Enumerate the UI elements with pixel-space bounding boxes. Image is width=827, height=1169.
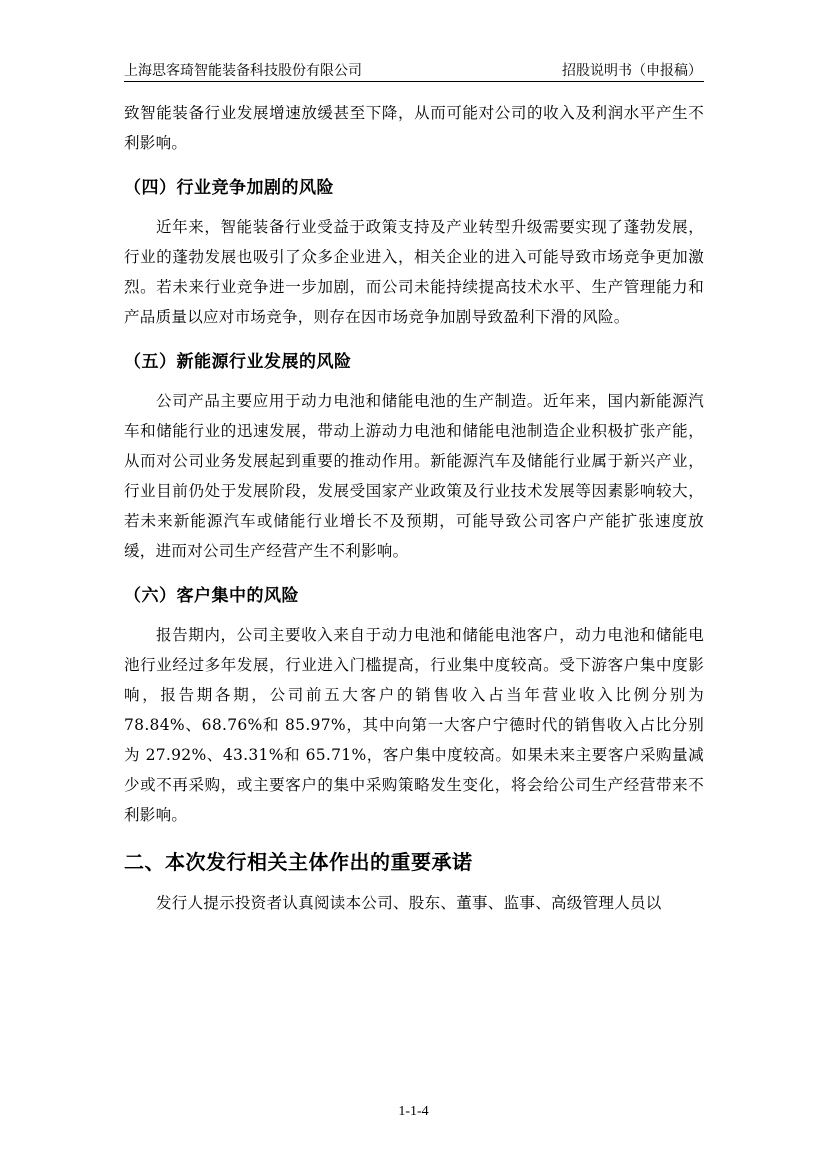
page-number: 1-1-4	[398, 1104, 429, 1119]
chapter-heading-commitments: 二、本次发行相关主体作出的重要承诺	[124, 850, 473, 874]
header-divider	[124, 81, 704, 82]
paragraph-new-energy-risk: 公司产品主要应用于动力电池和储能电池的生产制造。近年来，国内新能源汽车和储能行业的迅速发展，带动上游动力电池和储能电池制造企业积极扩张产能，从而对公司业务发展起到重要的推动作用。新能源汽车及储能行业属于新兴产业，行业目前仍处于发展阶段，发展受国家产业政策及行业技术发展等因素影响较大，若未来新能源汽车或储能行业增长不及预期，可能导致公司客户产能扩张速度放缓，进而对公司生产经营产生不利影响。	[124, 392, 704, 560]
paragraph-customer-concentration-risk: 报告期内，公司主要收入来自于动力电池和储能电池客户，动力电池和储能电池行业经过多年发展，行业进入门槛提高，行业集中度较高。受下游客户集中度影响，报告期各期，公司前五大客户的销售收入占当年营业收入比例分别为 78.84%、68.76%和 85.97%，其中向第一大客户宁德时代的销售收入占比分别为 27.92%、43.31%和 65.71%，客户集中度较高。如果未来主要客户采购量减少或不再采购，或主要客户的集中采购策略发生变化，将会给公司生产经营带来不利影响。	[124, 626, 704, 824]
paragraph-commitments: 发行人提示投资者认真阅读本公司、股东、董事、监事、高级管理人员以	[156, 894, 662, 912]
section-heading-new-energy-risk: （五）新能源行业发展的风险	[124, 352, 352, 372]
paragraph-competition-risk: 近年来，智能装备行业受益于政策支持及产业转型升级需要实现了蓬勃发展，行业的蓬勃发展也吸引了众多企业进入，相关企业的进入可能导致市场竞争更加激烈。若未来行业竞争进一步加剧，而公司未能持续提高技术水平、生产管理能力和产品质量以应对市场竞争，则存在因市场竞争加剧导致盈利下滑的风险。	[124, 218, 704, 326]
section-heading-customer-concentration-risk: （六）客户集中的风险	[124, 586, 299, 606]
paragraph-continued: 致智能装备行业发展增速放缓甚至下降，从而可能对公司的收入及利润水平产生不利影响。	[124, 104, 704, 152]
header-company-name: 上海思客琦智能装备科技股份有限公司	[124, 63, 362, 79]
page-header	[124, 58, 704, 80]
header-document-type: 招股说明书（申报稿）	[562, 63, 702, 79]
section-heading-competition-risk: （四）行业竞争加剧的风险	[124, 178, 334, 198]
page-body	[124, 98, 704, 918]
